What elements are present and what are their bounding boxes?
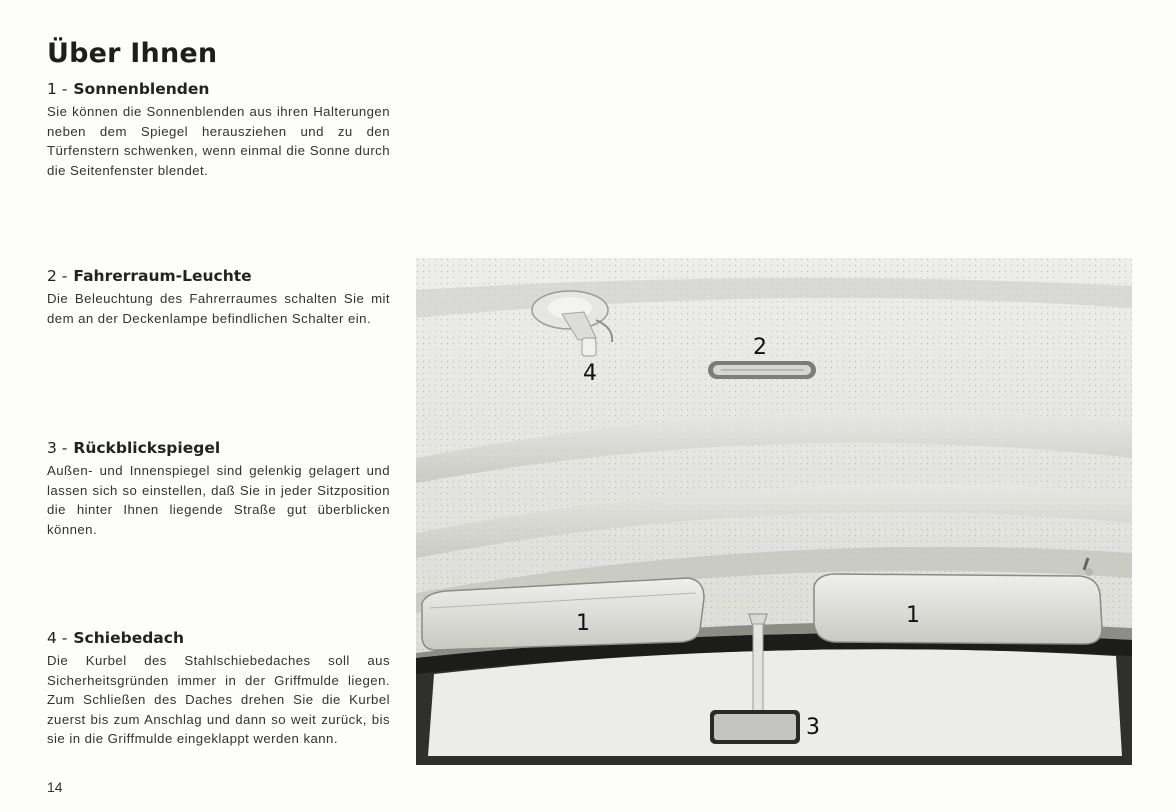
section-number: 4 - xyxy=(47,629,68,647)
headliner-illustration xyxy=(416,258,1132,765)
section-body: Außen- und Innenspiegel sind gelenkig gelagert und lassen sich so einstellen, daß Sie in jeder Sitzposition die hinter Ihnen liegende Straße gut überblicken können. xyxy=(47,463,390,537)
section-number: 3 - xyxy=(47,439,68,457)
section-title: Schiebedach xyxy=(73,629,184,647)
section-schiebedach xyxy=(47,629,390,749)
interior-light xyxy=(708,361,816,379)
section-heading xyxy=(47,629,390,647)
section-body: Die Kurbel des Stahlschiebedaches soll aus Sicherheitsgründen immer in der Griffmulde liegen. Zum Schließen des Daches drehen Sie die Kurbel zuerst bis zum Anschlag und dann so weit zurück, bis sie in die Griffmulde eingeklappt werden kann. xyxy=(47,653,390,747)
callout-label: 2 xyxy=(753,335,767,360)
page-number: 14 xyxy=(47,779,63,795)
callout-label: 3 xyxy=(806,715,820,740)
section-heading xyxy=(47,80,390,98)
section-body: Sie können die Sonnenblenden aus ihren Halterungen neben dem Spiegel herausziehen und zu den Türfenstern schwenken, wenn einmal die Sonne durch die Seitenfenster blendet. xyxy=(47,104,390,178)
section-fahrerraum-leuchte xyxy=(47,267,390,328)
section-sonnenblenden xyxy=(47,80,390,180)
section-rueckblickspiegel xyxy=(47,439,390,539)
section-title: Rückblickspiegel xyxy=(73,439,221,457)
callout-label: 4 xyxy=(583,361,597,386)
callout-label: 1 xyxy=(906,603,920,628)
section-heading xyxy=(47,439,390,457)
section-heading xyxy=(47,267,390,285)
section-title: Fahrerraum-Leuchte xyxy=(73,267,252,285)
section-number: 2 - xyxy=(47,267,68,285)
section-number: 1 - xyxy=(47,80,68,98)
section-body: Die Beleuchtung des Fahrerraumes schalten Sie mit dem an der Deckenlampe befindlichen Schalter ein. xyxy=(47,291,390,326)
section-title: Sonnenblenden xyxy=(73,80,210,98)
callout-label: 1 xyxy=(576,611,590,636)
headliner-photo xyxy=(416,258,1132,765)
page-title: Über Ihnen xyxy=(47,38,218,69)
